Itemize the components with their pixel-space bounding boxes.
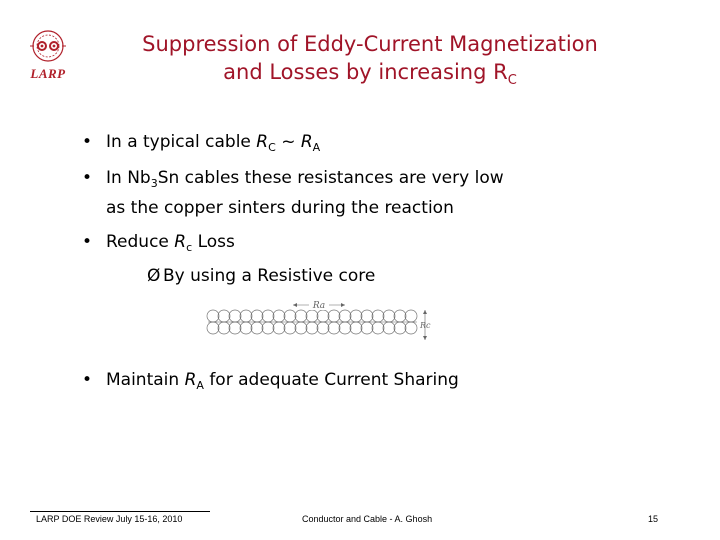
bullet-text <box>106 230 235 260</box>
strand <box>218 310 230 322</box>
footer-author: Conductor and Cable - A. Ghosh <box>302 514 433 524</box>
sub-bullet-text: By using a Resistive core <box>163 266 376 286</box>
title-line-2 <box>90 58 650 95</box>
strand <box>317 310 329 322</box>
bullet-dot: • <box>82 370 93 390</box>
strand <box>361 322 373 334</box>
strand <box>328 310 340 322</box>
title-var-sub: C <box>507 73 517 89</box>
strand <box>207 310 219 322</box>
bullet-text-prefix: In Nb <box>106 168 151 188</box>
strand <box>383 310 395 322</box>
slide-title <box>90 30 650 95</box>
strand <box>262 310 274 322</box>
tilde: ~ <box>275 132 301 152</box>
strand <box>317 322 329 334</box>
strand <box>207 322 219 334</box>
footer-divider <box>30 511 210 512</box>
var-sub: c <box>186 241 193 254</box>
strand <box>405 322 417 334</box>
strand <box>405 310 417 322</box>
bullet-text-suffix: Loss <box>192 232 235 252</box>
larp-logo <box>22 28 74 84</box>
page-number: 15 <box>648 514 659 524</box>
var-r: R <box>174 232 187 252</box>
strand <box>284 310 296 322</box>
strand <box>295 310 307 322</box>
bullet-text-prefix: Maintain <box>106 370 185 390</box>
bullet-dot: • <box>82 168 93 188</box>
strand <box>273 322 285 334</box>
ra-label: Ra <box>312 301 326 311</box>
bullet-text-prefix: Reduce <box>106 232 175 252</box>
var-sub: C <box>268 141 276 154</box>
strand <box>394 310 406 322</box>
var-r: R <box>184 370 197 390</box>
bullet-text-line-2: as the copper sinters during the reaction <box>106 198 454 218</box>
logo-text: LARP <box>30 66 66 81</box>
bullet-text-prefix: In a typical cable <box>106 132 257 152</box>
strand <box>361 310 373 322</box>
strand <box>350 310 362 322</box>
var-r: R <box>256 132 269 152</box>
strand <box>218 322 230 334</box>
var-r: R <box>300 132 313 152</box>
nb3-sub: 3 <box>150 177 158 190</box>
var-sub: A <box>312 141 321 154</box>
strand <box>372 322 384 334</box>
strand <box>339 310 351 322</box>
strand <box>251 310 263 322</box>
strand <box>229 310 241 322</box>
strand <box>339 322 351 334</box>
strand <box>295 322 307 334</box>
cable-cross-section-diagram <box>205 297 435 347</box>
sub-bullet-item <box>147 264 375 288</box>
strand <box>383 322 395 334</box>
strand <box>229 322 241 334</box>
bullet-text <box>106 130 320 160</box>
strand <box>350 322 362 334</box>
strand <box>262 322 274 334</box>
ra-dimension <box>293 299 345 311</box>
rc-dimension <box>419 310 431 340</box>
title-var: R <box>493 60 508 84</box>
rc-label: Rc <box>420 321 431 330</box>
strand <box>251 322 263 334</box>
strand <box>273 310 285 322</box>
strand <box>306 310 318 322</box>
var-sub: A <box>196 379 204 392</box>
strand <box>306 322 318 334</box>
bullet-dot: • <box>82 232 93 252</box>
strand <box>240 322 252 334</box>
bullet-text-rest: Sn cables these resistances are very low <box>157 168 504 188</box>
title-line-1: Suppression of Eddy-Current Magnetization <box>142 32 598 56</box>
strand <box>372 310 384 322</box>
strand <box>394 322 406 334</box>
bullet-dot: • <box>82 132 93 152</box>
bullet-text-suffix: for adequate Current Sharing <box>203 370 459 390</box>
strand <box>240 310 252 322</box>
footer-event: LARP DOE Review July 15-16, 2010 <box>36 514 183 524</box>
title-line-2-text: and Losses by increasing <box>223 60 494 84</box>
strand <box>328 322 340 334</box>
bullet-text <box>106 166 504 220</box>
strand <box>284 322 296 334</box>
arrow-marker-icon: Ø <box>147 266 161 286</box>
bullet-text <box>106 368 459 398</box>
larp-seal-icon <box>22 28 74 68</box>
